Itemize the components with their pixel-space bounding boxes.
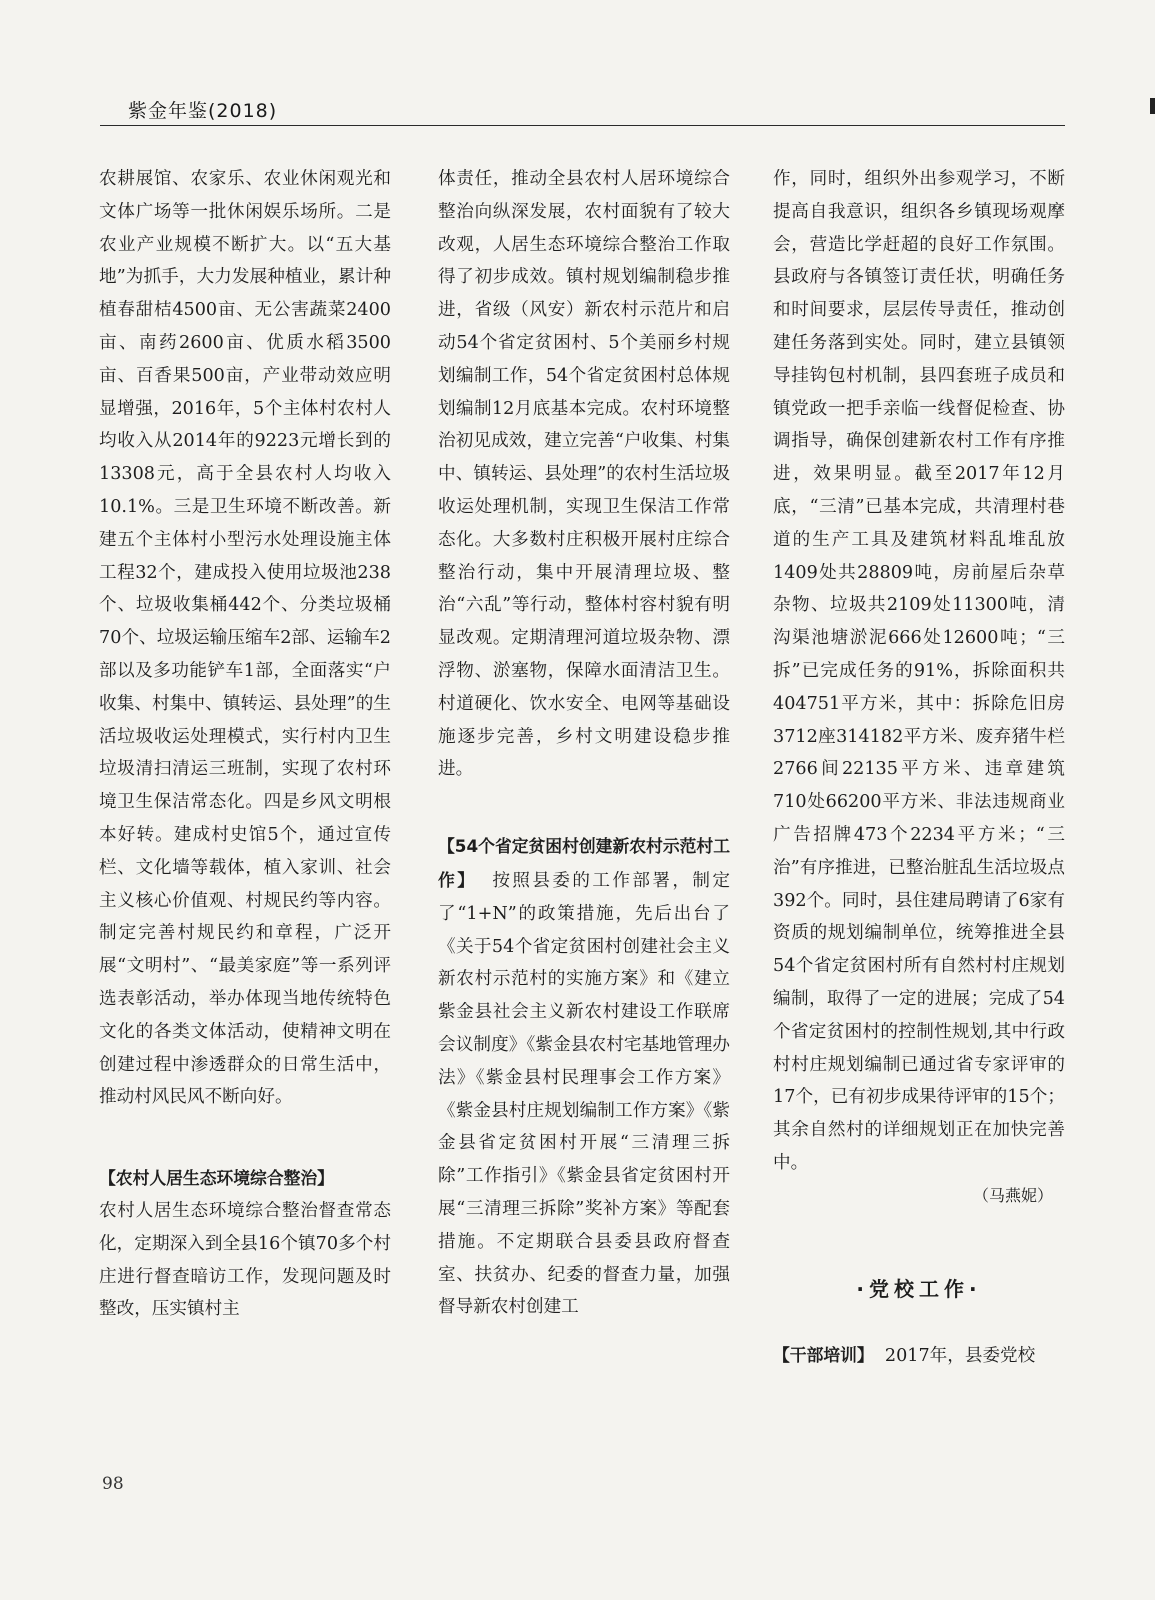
running-header-title: 紫金年鉴(2018)	[128, 100, 278, 122]
heading-rural-environment: 【农村人居生态环境综合整治】	[99, 1168, 334, 1189]
paragraph-poverty-text: 按照县委的工作部署，制定了“1+N”的政策措施，先后出台了《关于54个省定贫困村创建社会主义新农村示范村的实施方案》和《建立紫金县社会主义新农村建设工作联席会议制度》《紫金县农村宅基地管理办法》《紫金县村民理事会工作方案》《紫金县村庄规划编制工作方案》《紫金县省定贫困村开展“三清理三拆除”工作指引》《紫金县省定贫困村开展“三清理三拆除”奖补方案》等配套措施。不定期联合县委县政府督查室、扶贫办、纪委的督查力量，加强督导新农村创建工	[438, 870, 730, 1318]
binding-mark	[1150, 98, 1155, 114]
page-number: 98	[102, 1474, 124, 1494]
text-column-3	[773, 163, 1065, 1373]
header-rule	[100, 125, 1065, 126]
text-column-2	[438, 163, 730, 1324]
paragraph-poverty-villages	[438, 830, 730, 1324]
heading-poverty-villages: 【54个省定贫困村创建新农村示范村工作】	[438, 836, 730, 890]
text-column-1	[99, 163, 391, 1326]
heading-cadre-training: 【干部培训】	[773, 1345, 874, 1366]
paragraph-cadre-training-text: 2017年，县委党校	[884, 1346, 1036, 1367]
paragraph-cadre-training	[773, 1339, 1065, 1373]
paragraph-poverty-continued: 作，同时，组织外出参观学习，不断提高自我意识，组织各乡镇现场观摩会，营造比学赶超的良好工作氛围。县政府与各镇签订责任状，明确任务和时间要求，层层传导责任，推动创建任务落到实处。同时，建立县镇领导挂钩包村机制，县四套班子成员和镇党政一把手亲临一线督促检查、协调指导，确保创建新农村工作有序推进，效果明显。截至2017年12月底，“三清”已基本完成，共清理村巷道的生产工具及建筑材料乱堆乱放1409处共28809吨，房前屋后杂草杂物、垃圾共2109处11300吨，清沟渠池塘淤泥666处12600吨；“三拆”已完成任务的91%，拆除面积共404751平方米，其中：拆除危旧房3712座314182平方米、废弃猪牛栏2766间22135平方米、违章建筑710处66200平方米、非法违规商业广告招牌473个2234平方米；“三治”有序推进，已整治脏乱生活垃圾点392个。同时，县住建局聘请了6家有资质的规划编制单位，统筹推进全县54个省定贫困村所有自然村村庄规划编制，取得了一定的进展；完成了54个省定贫困村的控制性规划,其中行政村村庄规划编制已通过省专家评审的17个，已有初步成果待评审的15个；其余自然村的详细规划正在加快完善中。	[773, 169, 1065, 1173]
paragraph-rural-environment-continued: 体责任，推动全县农村人居环境综合整治向纵深发展，农村面貌有了较大改观，人居生态环境综合整治工作取得了初步成效。镇村规划编制稳步推进，省级（风安）新农村示范片和启动54个省定贫困村、5个美丽乡村规划编制工作，54个省定贫困村总体规划编制12月底基本完成。农村环境整治初见成效，建立完善“户收集、村集中、镇转运、县处理”的农村生活垃圾收运处理机制，实现卫生保洁工作常态化。大多数村庄积极开展村庄综合整治行动，集中开展清理垃圾、整治“六乱”等行动，整体村容村貌有明显改观。定期清理河道垃圾杂物、漂浮物、淤塞物，保障水面清洁卫生。村道硬化、饮水安全、电网等基础设施逐步完善，乡村文明建设稳步推进。	[438, 169, 730, 780]
paragraph-intro: 农耕展馆、农家乐、农业休闲观光和文体广场等一批休闲娱乐场所。二是农业产业规模不断扩大。以“五大基地”为抓手，大力发展种植业，累计种植春甜桔4500亩、无公害蔬菜2400亩、南药2600亩、优质水稻3500亩、百香果500亩，产业带动效应明显增强，2016年，5个主体村农村人均收入从2014年的9223元增长到的13308元，高于全县农村人均收入10.1%。三是卫生环境不断改善。新建五个主体村小型污水处理设施主体工程32个，建成投入使用垃圾池238个、垃圾收集桶442个、分类垃圾桶70个、垃圾运输压缩车2部、运输车2部以及多功能铲车1部，全面落实“户收集、村集中、镇转运、县处理”的生活垃圾收运处理模式，实行村内卫生垃圾清扫清运三班制，实现了农村环境卫生保洁常态化。四是乡风文明根本好转。建成村史馆5个，通过宣传栏、文化墙等载体，植入家训、社会主义核心价值观、村规民约等内容。制定完善村规民约和章程，广泛开展“文明村”、“最美家庭”等一系列评选表彰活动，举办体现当地传统特色文化的各类文体活动，使精神文明在创建过程中渗透群众的日常生活中，推动村风民风不断向好。	[99, 169, 391, 1108]
section-title-party-school: ·党校工作·	[856, 1276, 982, 1301]
paragraph-rural-environment: 农村人居生态环境综合整治督查常态化，定期深入到全县16个镇70多个村庄进行督查暗访工作，发现问题及时整改，压实镇村主	[99, 1200, 391, 1320]
author-credit: （马燕妮）	[972, 1185, 1053, 1205]
